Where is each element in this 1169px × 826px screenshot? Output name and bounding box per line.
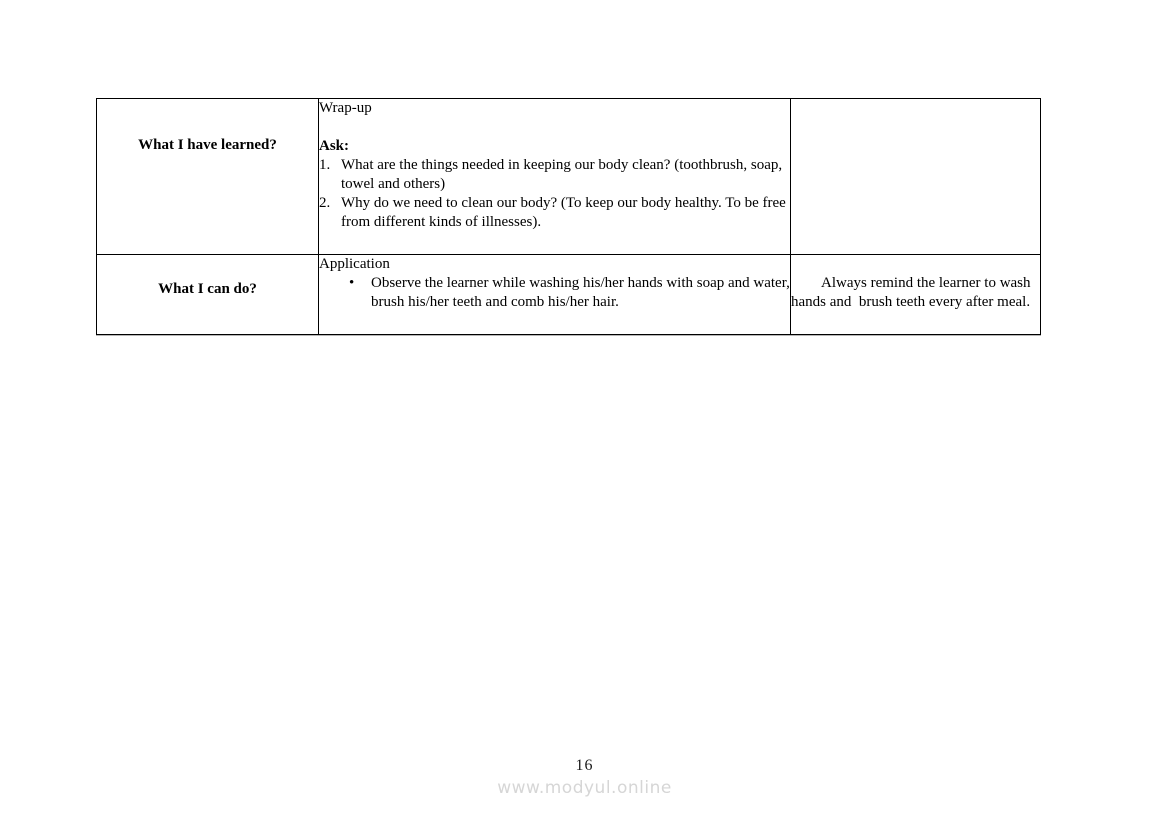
- activity-cell: [319, 255, 791, 335]
- row-label-what-i-can-do: What I can do?: [158, 281, 257, 297]
- ask-label: Ask:: [319, 138, 350, 154]
- table-row-what-i-can-do: [97, 255, 1041, 335]
- row-label-cell: [97, 255, 319, 335]
- bullet-icon: •: [349, 275, 355, 291]
- numbered-item: [319, 194, 790, 232]
- activity-title: Application: [319, 256, 390, 272]
- item-number: 1.: [319, 157, 331, 173]
- activity-title: Wrap-up: [319, 100, 372, 116]
- table-row-what-i-have-learned: [97, 99, 1041, 255]
- activity-cell: [319, 99, 791, 255]
- row-label-what-i-have-learned: What I have learned?: [138, 137, 277, 153]
- page-footer: [0, 757, 1169, 798]
- numbered-item: [319, 156, 790, 194]
- item-text: Why do we need to clean our body? (To keep our body healthy. To be free from different kinds of illnesses).: [341, 195, 786, 230]
- watermark-text: www.modyul.online: [497, 778, 672, 798]
- note-text: Always remind the learner to wash hands and brush teeth every after meal.: [791, 275, 1035, 310]
- bullet-item: [319, 274, 790, 312]
- blank-line: [319, 118, 790, 137]
- note-cell-empty: [791, 99, 1041, 255]
- page-number: 16: [575, 757, 594, 774]
- bullet-text: Observe the learner while washing his/her hands with soap and water, brush his/her teeth and comb his/her hair.: [371, 275, 790, 310]
- item-number: 2.: [319, 195, 331, 211]
- note-cell: [791, 255, 1041, 335]
- row-label-cell: [97, 99, 319, 255]
- lesson-table: [96, 98, 1041, 335]
- item-text: What are the things needed in keeping our body clean? (toothbrush, soap, towel and others): [341, 157, 783, 192]
